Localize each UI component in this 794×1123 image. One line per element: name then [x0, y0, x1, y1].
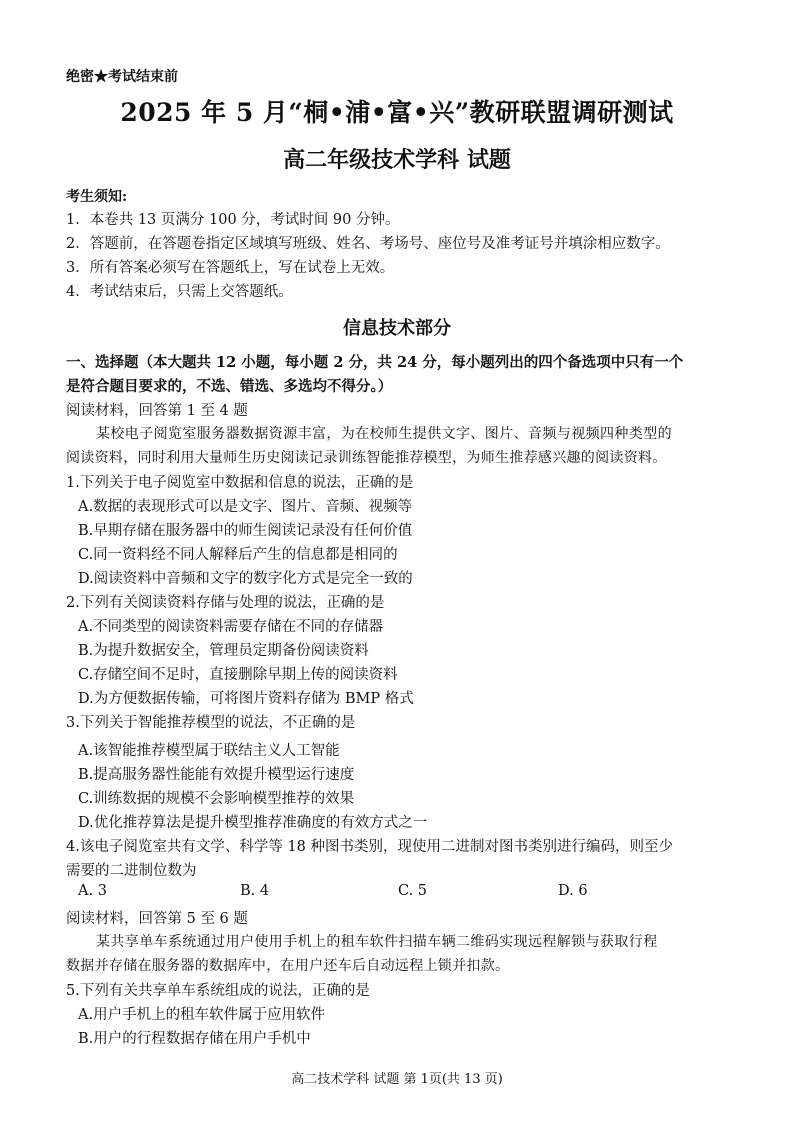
question-4-stem-line2: 需要的二进制位数为 [66, 863, 197, 879]
question-4-stem-line1: 4.该电子阅览室共有文学、科学等 18 种图书类别，现使用二进制对图书类别进行编码，则至少 [66, 839, 673, 855]
question-4-option-a: A. 3 [78, 883, 107, 899]
notice-item: 2．答题前，在答题卷指定区域填写班级、姓名、考场号、座位号及准考证号并填涂相应数字。 [66, 236, 670, 252]
question-2-stem: 2.下列有关阅读资料存储与处理的说法，正确的是 [66, 595, 385, 611]
notice-heading: 考生须知: [66, 189, 128, 205]
question-2-option-c: C.存储空间不足时，直接删除早期上传的阅读资料 [78, 667, 398, 683]
question-1-option-a: A.数据的表现形式可以是文字、图片、音频、视频等 [78, 499, 413, 515]
question-1-option-c: C.同一资料经不同人解释后产生的信息都是相同的 [78, 547, 398, 563]
question-3-option-d: D.优化推荐算法是提升模型推荐准确度的有效方式之一 [78, 815, 428, 831]
question-2-option-b: B.为提升数据安全，管理员定期备份阅读资料 [78, 643, 369, 659]
question-1-stem: 1.下列关于电子阅览室中数据和信息的说法，正确的是 [66, 475, 414, 491]
reading-material-1-line2: 阅读资料，同时利用大量师生历史阅读记录训练智能推荐模型，为师生推荐感兴趣的阅读资料。 [66, 450, 667, 466]
question-2-option-a: A.不同类型的阅读资料需要存储在不同的存储器 [78, 619, 384, 635]
notice-item: 1．本卷共 13 页满分 100 分，考试时间 90 分钟。 [66, 212, 400, 228]
confidential-label: 绝密★考试结束前 [66, 69, 178, 85]
question-3-option-b: B.提高服务器性能能有效提升模型运行速度 [78, 767, 355, 783]
page-footer: 高二技术学科 试题 第 1页(共 13 页) [291, 1072, 503, 1087]
question-5-option-b: B.用户的行程数据存储在用户手机中 [78, 1031, 311, 1047]
question-2-option-d: D.为方便数据传输，可将图片资料存储为 BMP 格式 [78, 691, 414, 707]
question-3-option-a: A.该智能推荐模型属于联结主义人工智能 [78, 743, 340, 759]
reading-intro-1: 阅读材料，回答第 1 至 4 题 [66, 403, 248, 419]
notice-item: 4．考试结束后，只需上交答题纸。 [66, 284, 293, 300]
exam-title: 2025 年 5 月“桐•浦•富•兴”教研联盟调研测试 [120, 98, 674, 127]
reading-material-2-line1: 某共享单车系统通过用户使用手机上的租车软件扫描车辆二维码实现远程解锁与获取行程 [96, 934, 658, 950]
exam-subtitle: 高二年级技术学科 试题 [283, 147, 511, 173]
notice-item: 3．所有答案必须写在答题纸上，写在试卷上无效。 [66, 260, 395, 276]
part-heading-line1: 一、选择题（本大题共 12 小题，每小题 2 分，共 24 分，每小题列出的四个备选项中只有一个 [66, 354, 684, 371]
question-1-option-d: D.阅读资料中音频和文字的数字化方式是完全一致的 [78, 571, 413, 587]
question-3-option-c: C.训练数据的规模不会影响模型推荐的效果 [78, 791, 355, 807]
question-5-option-a: A.用户手机上的租车软件属于应用软件 [78, 1007, 326, 1023]
section-title: 信息技术部分 [343, 318, 451, 339]
question-1-option-b: B.早期存储在服务器中的师生阅读记录没有任何价值 [78, 523, 413, 539]
reading-material-2-line2: 数据并存储在服务器的数据库中，在用户还车后自动远程上锁并扣款。 [66, 958, 510, 974]
reading-intro-2: 阅读材料，回答第 5 至 6 题 [66, 911, 248, 927]
question-4-option-c: C. 5 [398, 883, 428, 899]
question-4-option-d: D. 6 [558, 883, 588, 899]
part-heading-line2: 是符合题目要求的，不选、错选、多选均不得分。） [66, 378, 393, 395]
reading-material-1-line1: 某校电子阅览室服务器数据资源丰富，为在校师生提供文字、图片、音频与视频四种类型的 [96, 426, 672, 442]
question-3-stem: 3.下列关于智能推荐模型的说法，不正确的是 [66, 715, 356, 731]
question-5-stem: 5.下列有关共享单车系统组成的说法，正确的是 [66, 983, 370, 999]
question-4-option-b: B. 4 [240, 883, 270, 899]
